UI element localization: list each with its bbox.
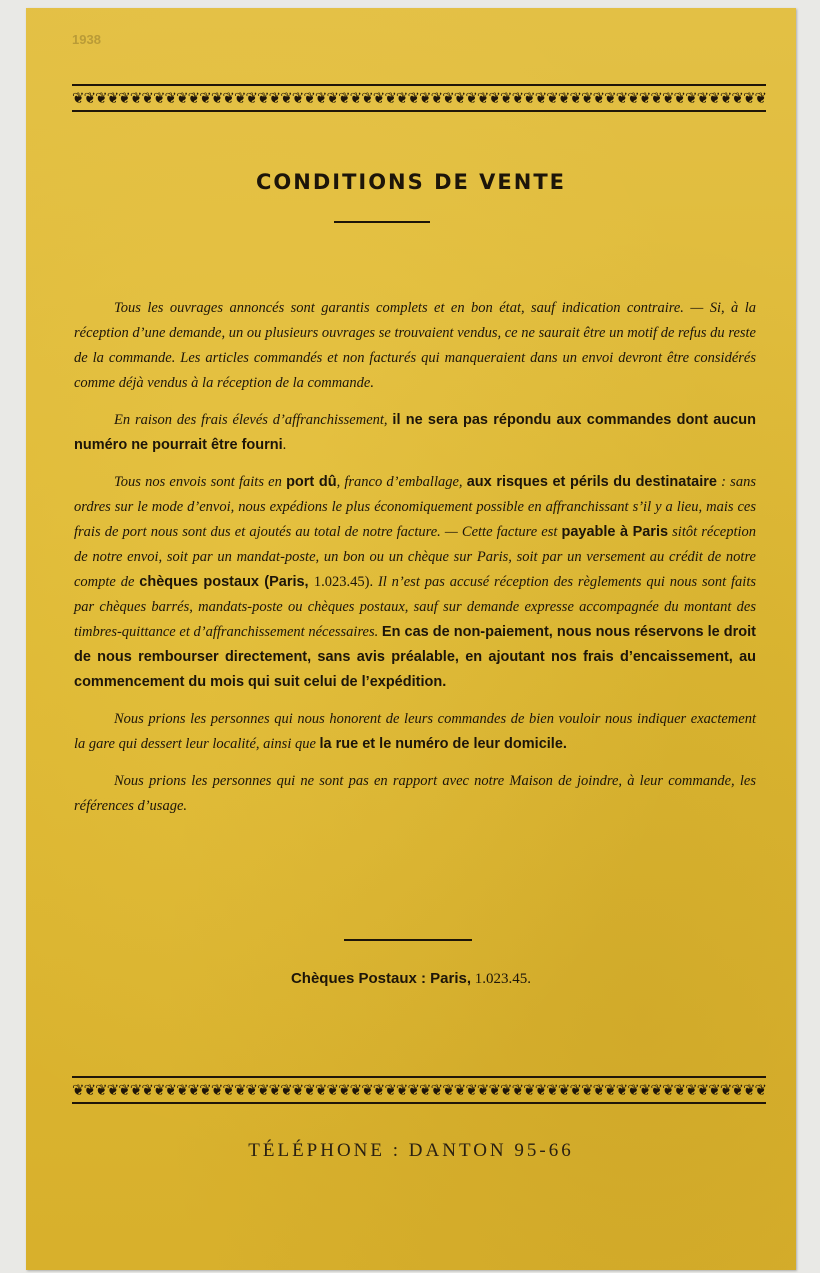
condition-paragraph-5 bbox=[74, 769, 756, 819]
cheques-number: 1.023.45. bbox=[474, 971, 532, 987]
paragraph-text: Nous prions les personnes qui nous honorent de leurs commandes de bien vouloir nous indiquer exactement la gare qui dessert leur localité, ainsi que bbox=[74, 711, 756, 752]
catalogue-page bbox=[26, 8, 796, 1270]
condition-paragraph-3 bbox=[74, 470, 756, 695]
condition-paragraph-2 bbox=[74, 408, 756, 458]
paragraph-text: En raison des frais élevés d’affranchissement, bbox=[114, 412, 393, 428]
paragraph-text: Tous nos envois sont faits en bbox=[114, 474, 287, 490]
emphasized-text: aux risques et périls du destinataire bbox=[466, 474, 717, 490]
paragraph-text: , franco d’emballage, bbox=[336, 474, 467, 490]
telephone-line: TÉLÉPHONE : DANTON 95-66 bbox=[248, 1140, 574, 1161]
paragraph-text: Il n’est pas accusé réception des règlements qui nous sont faits par chèques barrés, mandats-poste ou chèques postaux, sauf sur demande expresse accompagnée du montant des timbres-quittance et d’affranchissement nécessaires. bbox=[74, 574, 756, 640]
condition-paragraph-4 bbox=[74, 707, 756, 757]
border-rule bbox=[72, 110, 766, 112]
emphasized-text: la rue et le numéro de leur domicile. bbox=[319, 736, 567, 752]
closing-divider bbox=[344, 939, 472, 941]
condition-paragraph-1 bbox=[74, 296, 756, 396]
emphasized-text: chèques postaux (Paris, bbox=[139, 574, 314, 590]
conditions-body bbox=[74, 296, 756, 831]
emphasized-text: il ne sera pas répondu aux commandes dont aucun numéro ne pourrait être fourni bbox=[74, 412, 756, 453]
ornament-band: ❦❦❦❦❦❦❦❦❦❦❦❦❦❦❦❦❦❦❦❦❦❦❦❦❦❦❦❦❦❦❦❦❦❦❦❦❦❦❦❦❦❦❦❦❦❦❦❦❦❦❦❦❦❦❦❦❦❦❦❦ bbox=[72, 1081, 766, 1099]
page-title: CONDITIONS DE VENTE bbox=[255, 170, 566, 194]
paragraph-text: sitôt réception de notre envoi, soit par un mandat-poste, un bon ou un chèque sur Paris, soit par un versement au crédit de notre compte de bbox=[74, 524, 756, 590]
border-rule bbox=[72, 1102, 766, 1104]
paragraph-text: . bbox=[282, 437, 287, 453]
emphasized-text: En cas de non-paiement, nous nous réservons le droit de nous rembourser directement, sans avis préalable, en ajoutant nos frais d’encaissement, au commencement du mois qui suit celui de l’expédition. bbox=[74, 624, 757, 690]
paragraph-text: Nous prions les personnes qui ne sont pas en rapport avec notre Maison de joindre, à leur commande, les références d’usage. bbox=[74, 773, 756, 814]
border-rule bbox=[72, 84, 766, 86]
paragraph-text: Tous les ouvrages annoncés sont garantis complets et en bon état, sauf indication contraire. — Si, à la réception d’une demande, un ou plusieurs ouvrages se trouvaient vendus, ce ne saurait être un motif de refus du reste de la commande. Les articles commandés et non facturés qui manqueraient dans un envoi devront être considérés comme déjà vendus à la réception de la commande. bbox=[74, 300, 756, 391]
paragraph-text: 1.023.45). bbox=[313, 574, 378, 590]
paragraph-text: : sans ordres sur le mode d’envoi, nous expédions le plus économiquement possible en affranchissant s’il y a lieu, mais ces frais de port nous sont dus et ajoutés au total de notre facture. — Cette facture est bbox=[74, 474, 756, 540]
cheques-label: Chèques Postaux : Paris, bbox=[290, 970, 472, 987]
faded-page-number: 1938 bbox=[72, 32, 101, 47]
cheques-postaux-line bbox=[26, 970, 796, 988]
emphasized-text: payable à Paris bbox=[561, 524, 669, 540]
title-divider bbox=[334, 221, 430, 223]
ornament-band: ❦❦❦❦❦❦❦❦❦❦❦❦❦❦❦❦❦❦❦❦❦❦❦❦❦❦❦❦❦❦❦❦❦❦❦❦❦❦❦❦❦❦❦❦❦❦❦❦❦❦❦❦❦❦❦❦❦❦❦❦ bbox=[72, 89, 766, 107]
emphasized-text: port dû bbox=[286, 474, 337, 490]
bottom-ornamental-border bbox=[72, 1076, 766, 1104]
top-ornamental-border bbox=[72, 84, 766, 112]
border-rule bbox=[72, 1076, 766, 1078]
